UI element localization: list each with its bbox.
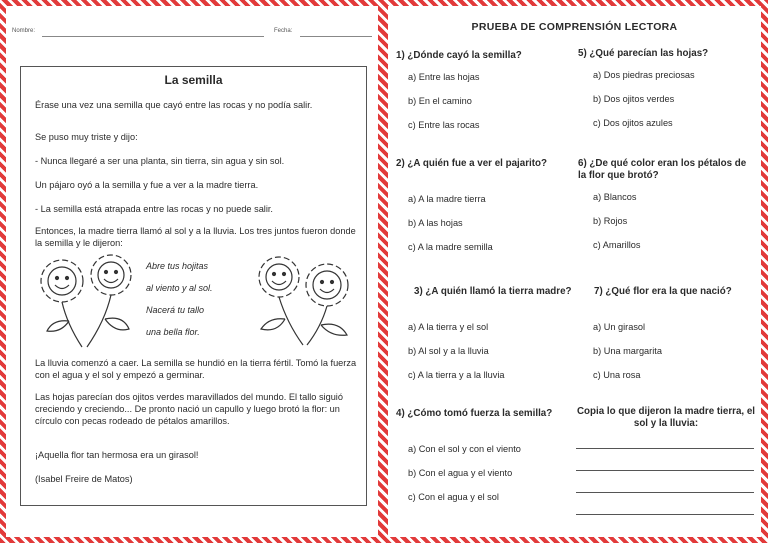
date-line — [300, 36, 372, 37]
question-1: 1) ¿Dónde cayó la semilla? — [396, 50, 522, 61]
name-line — [42, 36, 264, 37]
question-6-option-a[interactable]: a) Blancos — [593, 192, 637, 202]
story-paragraph: Las hojas parecían dos ojitos verdes maravillados del mundo. El tallo siguió creciendo y creciendo... De pronto nació un capullo y luego brotó la flor: un círculo con pecas rodeado de pétalos amarillos. — [35, 392, 343, 426]
question-5-option-b[interactable]: b) Dos ojitos verdes — [593, 94, 675, 104]
verse-line: Nacerá tu tallo — [146, 305, 205, 315]
date-label: Fecha: — [274, 28, 293, 34]
question-7: 7) ¿Qué flor era la que nació? — [594, 286, 732, 297]
question-1-option-a[interactable]: a) Entre las hojas — [408, 72, 480, 82]
story-box — [20, 66, 367, 506]
answer-line[interactable] — [576, 448, 754, 449]
question-4-option-a[interactable]: a) Con el sol y con el viento — [408, 444, 521, 454]
story-paragraph: - La semilla está atrapada entre las rocas y no puede salir. — [35, 204, 273, 214]
question-5: 5) ¿Qué parecían las hojas? — [578, 48, 709, 59]
story-paragraph: Entonces, la madre tierra llamó al sol y a la lluvia. Los tres juntos fueron donde la semilla y le dijeron: — [35, 226, 356, 248]
question-5-option-a[interactable]: a) Dos piedras preciosas — [593, 70, 695, 80]
story-paragraph: ¡Aquella flor tan hermosa era un girasol! — [35, 450, 199, 460]
question-4-option-b[interactable]: b) Con el agua y el viento — [408, 468, 513, 478]
question-6-option-c[interactable]: c) Amarillos — [593, 240, 641, 250]
quiz-sheet — [388, 6, 761, 537]
reading-sheet — [6, 6, 378, 537]
name-label: Nombre: — [12, 28, 36, 34]
question-2-option-a[interactable]: a) A la madre tierra — [408, 194, 486, 204]
question-3: 3) ¿A quién llamó la tierra madre? — [414, 286, 572, 297]
question-2-option-c[interactable]: c) A la madre semilla — [408, 242, 493, 252]
story-paragraph: - Nunca llegaré a ser una planta, sin tierra, sin agua y sin sol. — [35, 156, 285, 166]
question-1-option-b[interactable]: b) En el camino — [408, 96, 472, 106]
sunflowers-left-illustration — [27, 249, 147, 349]
answer-line[interactable] — [576, 470, 754, 471]
question-6: 6) ¿De qué color eran los pétalos de la flor que brotó? — [578, 158, 747, 181]
question-4-option-c[interactable]: c) Con el agua y el sol — [408, 492, 499, 502]
story-paragraph: Se puso muy triste y dijo: — [35, 132, 138, 142]
question-4: 4) ¿Cómo tomó fuerza la semilla? — [396, 408, 553, 419]
question-7-option-c[interactable]: c) Una rosa — [593, 370, 641, 380]
question-3-option-b[interactable]: b) Al sol y a la lluvia — [408, 346, 489, 356]
question-7-option-b[interactable]: b) Una margarita — [593, 346, 662, 356]
story-title: La semilla — [164, 73, 223, 87]
question-3-option-a[interactable]: a) A la tierra y el sol — [408, 322, 489, 332]
story-paragraph: Érase una vez una semilla que cayó entre las rocas y no podía salir. — [35, 100, 313, 110]
quiz-title: PRUEBA DE COMPRENSIÓN LECTORA — [471, 21, 678, 33]
answer-line[interactable] — [576, 514, 754, 515]
question-1-option-c[interactable]: c) Entre las rocas — [408, 120, 480, 130]
question-2-option-b[interactable]: b) A las hojas — [408, 218, 463, 228]
verse-line: una bella flor. — [146, 327, 200, 337]
verse-line: Abre tus hojitas — [146, 261, 209, 271]
copy-prompt: Copia lo que dijeron la madre tierra, el sol y la lluvia: — [576, 406, 756, 429]
question-6-option-b[interactable]: b) Rojos — [593, 216, 628, 226]
story-paragraph: Un pájaro oyó a la semilla y fue a ver a la madre tierra. — [35, 180, 259, 190]
story-paragraph: La lluvia comenzó a caer. La semilla se hundió en la tierra fértil. Tomó la fuerza con el agua y el sol y empezó a germinar. — [35, 358, 357, 380]
sunflowers-right-illustration — [247, 247, 363, 347]
question-5-option-c[interactable]: c) Dos ojitos azules — [593, 118, 673, 128]
question-3-option-c[interactable]: c) A la tierra y a la lluvia — [408, 370, 505, 380]
story-author: (Isabel Freire de Matos) — [35, 474, 133, 484]
answer-line[interactable] — [576, 492, 754, 493]
question-2: 2) ¿A quién fue a ver el pajarito? — [396, 158, 547, 169]
verse-line: al viento y al sol. — [146, 283, 213, 293]
question-7-option-a[interactable]: a) Un girasol — [593, 322, 646, 332]
